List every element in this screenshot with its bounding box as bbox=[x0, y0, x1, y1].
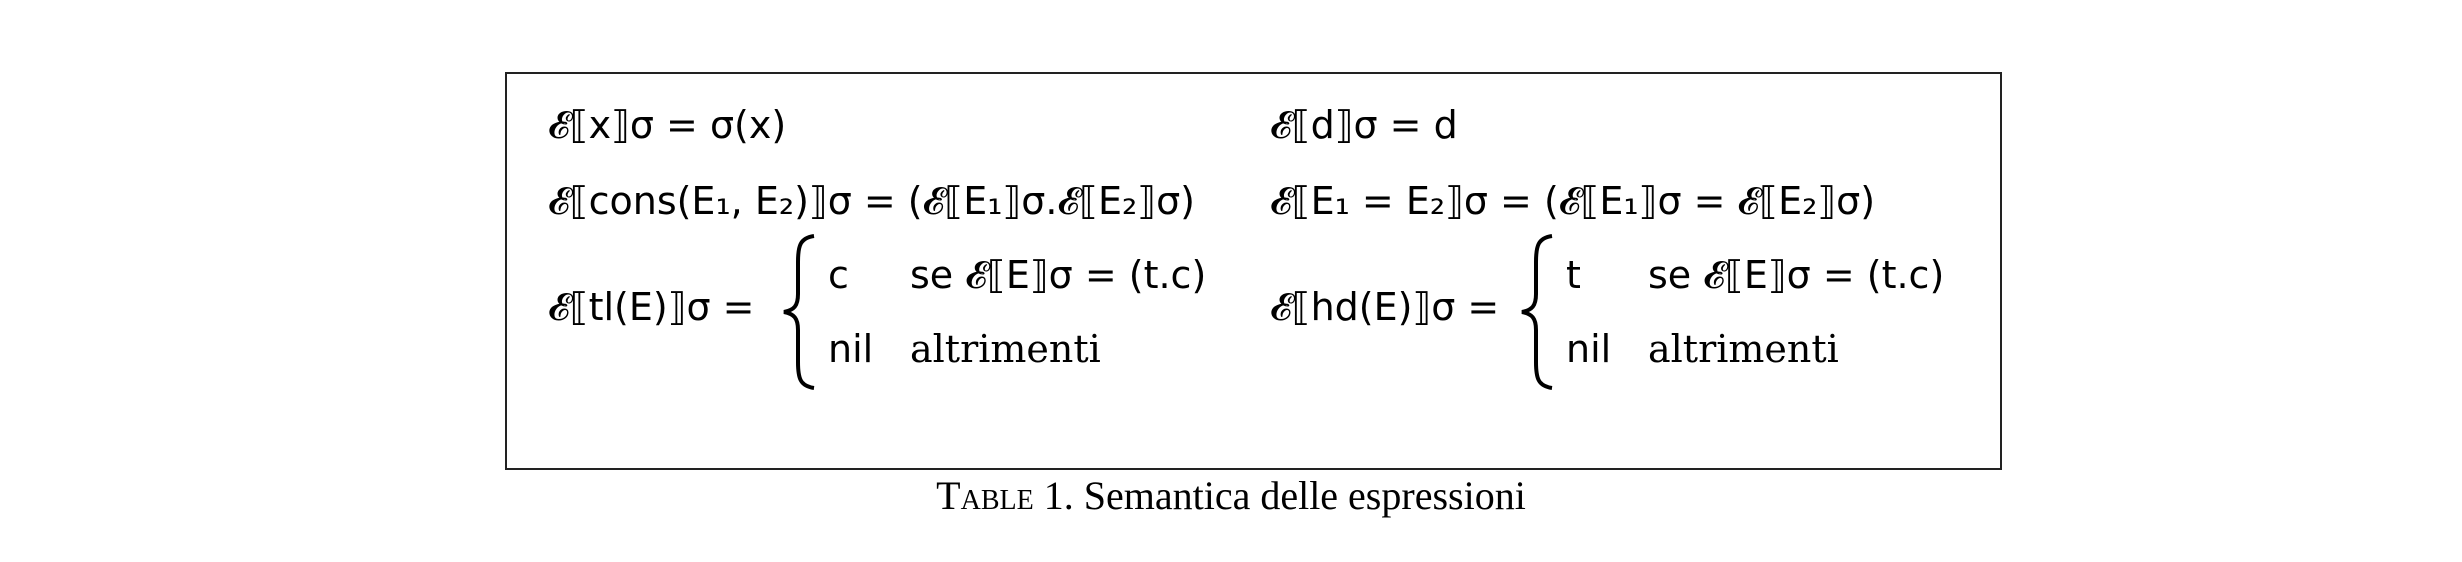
left-case2-value: nil bbox=[828, 327, 874, 371]
caption-label: Table 1. bbox=[936, 473, 1074, 518]
left-case1-condition: se 𝓔⟦E⟧σ = (t.c) bbox=[910, 253, 1207, 297]
right-case1-value: t bbox=[1566, 253, 1581, 297]
right-case2-value: nil bbox=[1566, 327, 1612, 371]
left-row3-lhs: 𝓔⟦tl(E)⟧σ = bbox=[548, 285, 755, 329]
left-row2-formula: 𝓔⟦cons(E₁, E₂)⟧σ = (𝓔⟦E₁⟧σ.𝓔⟦E₂⟧σ) bbox=[548, 179, 1195, 223]
caption-text: Semantica delle espressioni bbox=[1083, 473, 1526, 518]
right-brace-icon bbox=[1518, 232, 1558, 392]
right-row3-lhs: 𝓔⟦hd(E)⟧σ = bbox=[1270, 285, 1500, 329]
table-caption bbox=[0, 472, 2462, 519]
left-case1-value: c bbox=[828, 253, 849, 297]
right-case2-condition: altrimenti bbox=[1648, 327, 1839, 371]
left-row1-formula: 𝓔⟦x⟧σ = σ(x) bbox=[548, 103, 787, 147]
right-row1-formula: 𝓔⟦d⟧σ = d bbox=[1270, 103, 1458, 147]
left-brace-icon bbox=[780, 232, 820, 392]
left-case2-condition: altrimenti bbox=[910, 327, 1101, 371]
right-row2-formula: 𝓔⟦E₁ = E₂⟧σ = (𝓔⟦E₁⟧σ = 𝓔⟦E₂⟧σ) bbox=[1270, 179, 1876, 223]
right-case1-condition: se 𝓔⟦E⟧σ = (t.c) bbox=[1648, 253, 1945, 297]
